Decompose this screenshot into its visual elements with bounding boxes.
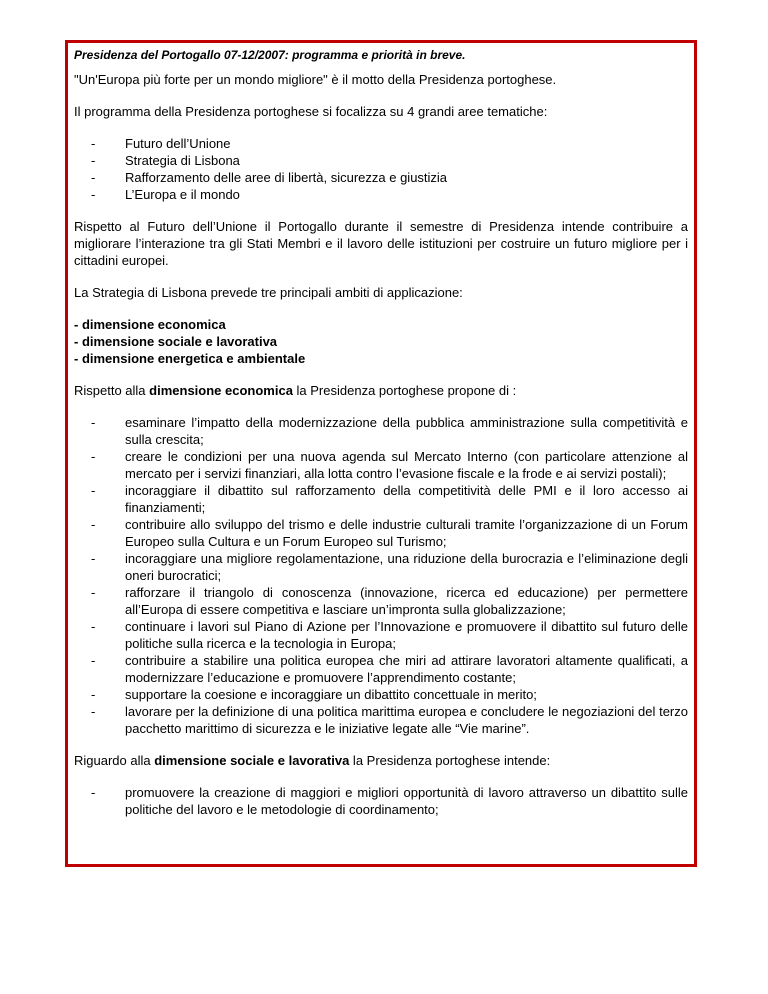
list-item: - continuare i lavori sul Piano di Azione per l’Innovazione e promuovere il dibattito sul futuro delle politiche sulla ricerca e la tecnologia in Europa; [91,619,688,651]
list-item: - Futuro dell’Unione [91,136,231,151]
economic-list [74,414,688,737]
list-item: - supportare la coesione e incoraggiare un dibattito concettuale in merito; [91,687,537,702]
social-intro: Riguardo alla dimensione sociale e lavorativa la Presidenza portoghese intende: [74,753,551,768]
list-item: - contribuire a stabilire una politica europea che miri ad attirare lavoratori altamente qualificati, a modernizzare l’educazione e promuovere l’apprendimento costante; [91,653,688,685]
document-title: Presidenza del Portogallo 07-12/2007: programma e priorità in breve. [74,48,466,62]
list-item: - incoraggiare una migliore regolamentazione, una riduzione della burocrazia e l’eliminazione degli oneri burocratici; [91,551,688,583]
economic-intro: Rispetto alla dimensione economica la Presidenza portoghese propone di : [74,383,517,398]
list-item: - esaminare l’impatto della modernizzazione della pubblica amministrazione sulla competitività e sulla crescita; [91,415,688,447]
list-item: - incoraggiare il dibattito sul rafforzamento della competitività delle PMI e il loro accesso ai finanziamenti; [91,483,688,515]
list-item: - L’Europa e il mondo [91,187,240,202]
dimensions-list [74,316,688,367]
future-paragraph: Rispetto al Futuro dell’Unione il Portogallo durante il semestre di Presidenza intende contribuire a migliorare l’interazione tra gli Stati Membri e il lavoro delle istituzioni per costruire un futuro migliore per i cittadini europei. [74,219,688,268]
list-item: - creare le condizioni per una nuova agenda sul Mercato Interno (con particolare attenzione al mercato per i servizi finanziari, alla lotta contro l’evasione fiscale e la frode e ai servizi postali); [91,449,688,481]
lisbon-intro: La Strategia di Lisbona prevede tre principali ambiti di applicazione: [74,285,463,300]
motto-paragraph: "Un'Europa più forte per un mondo migliore" è il motto della Presidenza portoghese. [74,72,557,87]
document-frame [65,40,697,867]
list-item: - Rafforzamento delle aree di libertà, sicurezza e giustizia [91,170,448,185]
social-list [74,784,688,818]
list-item: - rafforzare il triangolo di conoscenza (innovazione, ricerca ed educazione) per permettere all’Europa di essere competitiva e lasciare un’impronta sulla globalizzazione; [91,585,688,617]
list-item: - dimensione sociale e lavorativa [74,334,278,349]
list-item: - lavorare per la definizione di una politica marittima europea e concludere le negoziazioni del terzo pacchetto marittimo di sicurezza e le iniziative legate alle “Vie marine”. [91,704,688,736]
list-item: - contribuire allo sviluppo del trismo e delle industrie culturali tramite l’organizzazione di un Forum Europeo sulla Cultura e un Forum Europeo sul Turismo; [91,517,688,549]
list-item: - Strategia di Lisbona [91,153,240,168]
program-intro: Il programma della Presidenza portoghese si focalizza su 4 grandi aree tematiche: [74,104,548,119]
list-item: - promuovere la creazione di maggiori e migliori opportunità di lavoro attraverso un dibattito sulle politiche del lavoro e le metodologie di coordinamento; [91,785,688,817]
areas-list [74,135,688,203]
list-item: - dimensione economica [74,317,226,332]
list-item: - dimensione energetica e ambientale [74,351,306,366]
